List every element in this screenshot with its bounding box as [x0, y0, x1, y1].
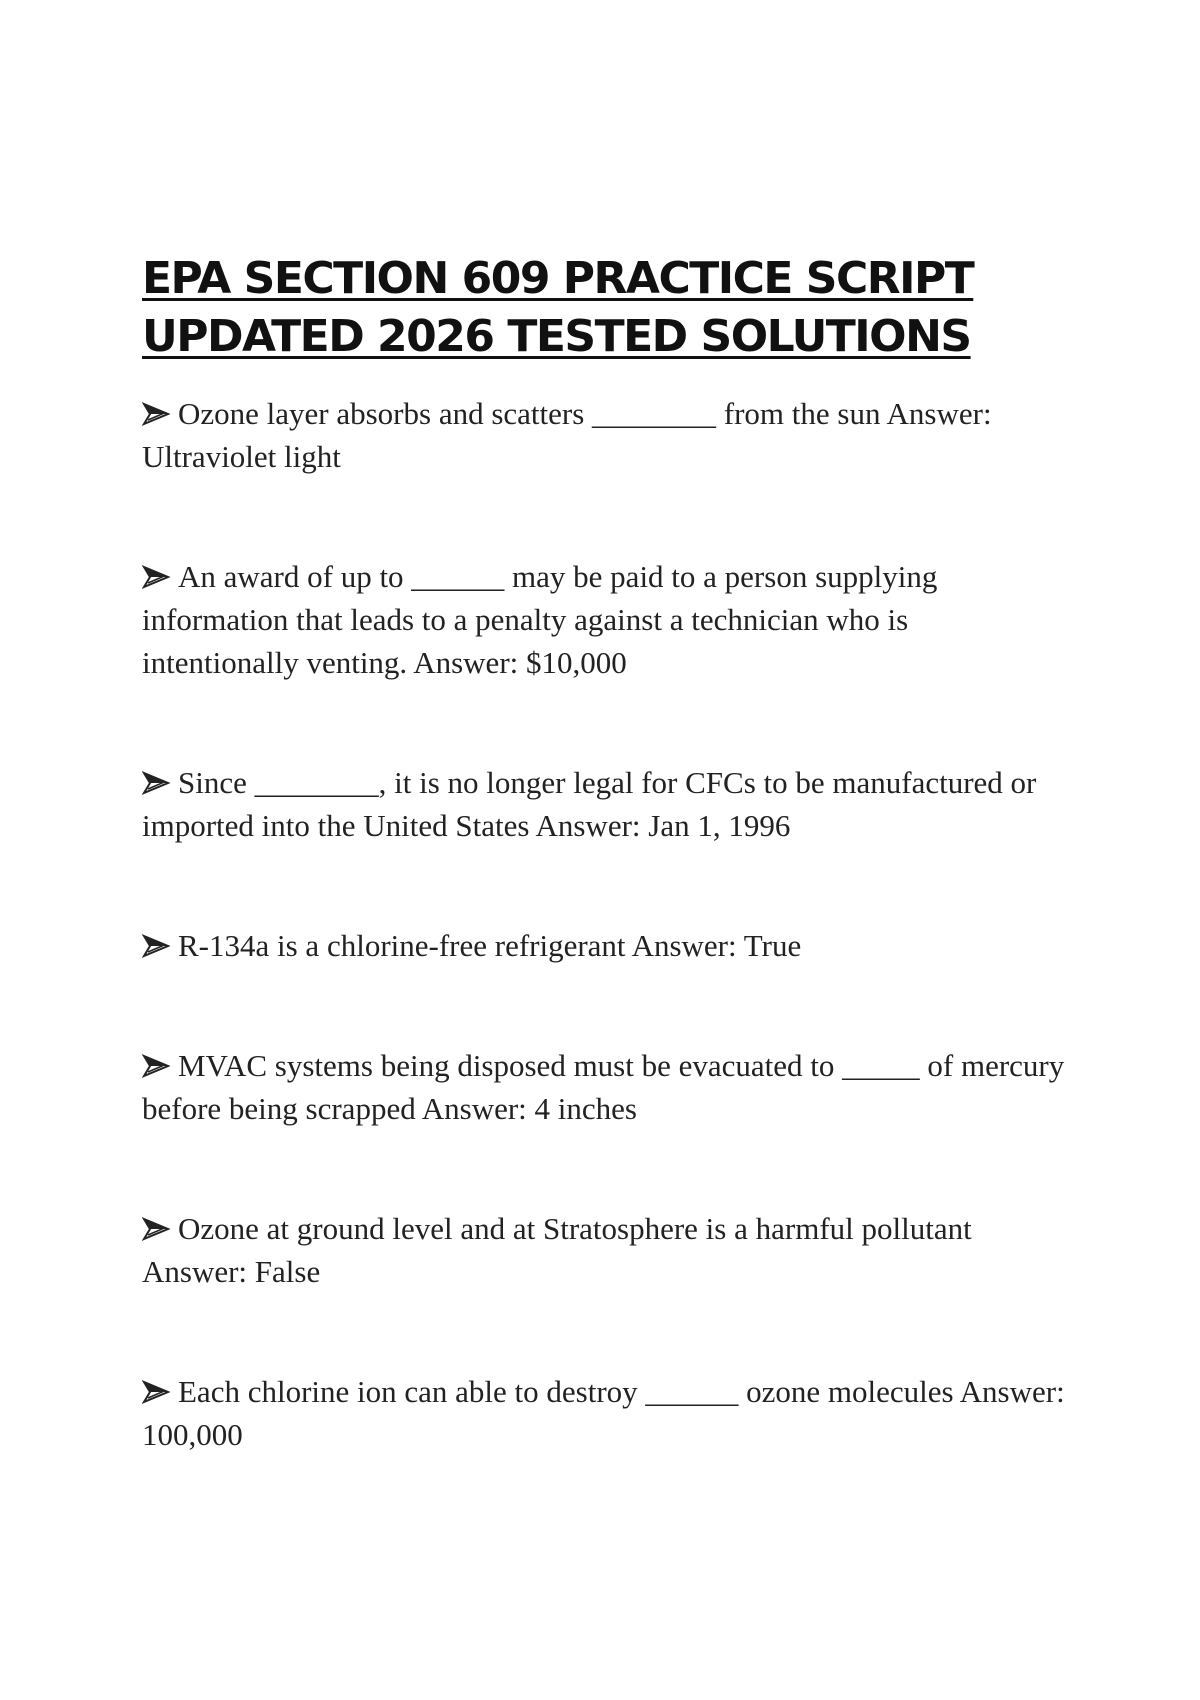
qa-item-6: [142, 1207, 1072, 1293]
qa-text: MVAC systems being disposed must be evacuated to _____ of mercury before being scrapped Answer: 4 inches: [142, 1048, 1065, 1126]
qa-text: Ozone at ground level and at Stratosphere is a harmful pollutant Answer: False: [142, 1211, 972, 1289]
title-line-1: EPA SECTION 609 PRACTICE SCRIPT: [142, 253, 974, 304]
arrow-bullet-icon: [142, 770, 178, 796]
qa-item-4: [142, 924, 1072, 967]
qa-text: An award of up to ______ may be paid to a person supplying information that leads to a penalty against a technician who is intentionally venting. Answer: $10,000: [142, 559, 938, 680]
qa-item-1: [142, 392, 1072, 478]
qa-text: Each chlorine ion can able to destroy ______ ozone molecules Answer: 100,000: [142, 1374, 1065, 1452]
qa-item-7: [142, 1370, 1072, 1456]
qa-item-2: [142, 555, 1072, 684]
qa-text: Ozone layer absorbs and scatters ________ from the sun Answer: Ultraviolet light: [142, 396, 992, 474]
arrow-bullet-icon: [142, 401, 178, 427]
qa-item-3: [142, 761, 1072, 847]
qa-text: R-134a is a chlorine-free refrigerant Answer: True: [178, 928, 802, 963]
document-title: [142, 250, 1042, 366]
arrow-bullet-icon: [142, 1053, 178, 1079]
arrow-bullet-icon: [142, 933, 178, 959]
arrow-bullet-icon: [142, 564, 178, 590]
arrow-bullet-icon: [142, 1379, 178, 1405]
qa-text: Since ________, it is no longer legal for CFCs to be manufactured or imported into the United States Answer: Jan 1, 1996: [142, 765, 1037, 843]
qa-item-5: [142, 1044, 1072, 1130]
arrow-bullet-icon: [142, 1216, 178, 1242]
title-line-2: UPDATED 2026 TESTED SOLUTIONS: [142, 311, 971, 362]
